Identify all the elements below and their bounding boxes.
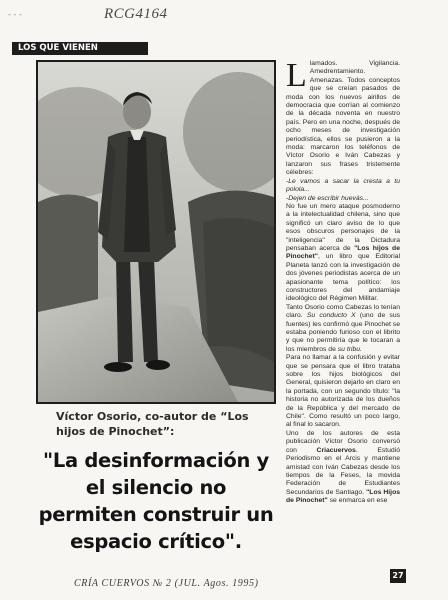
section-label: LOS QUE VIENEN — [12, 42, 148, 55]
article-body — [286, 60, 400, 580]
article-paragraph: Uno de los autores de esta publicación Víctor Osorio conversó con Criacuervos. Estudió Periodismo en el Arcis y mantiene amistad con Iván Cabezas desde los tiempos de la Feses, la movida Federación de Estudiantes Secundarios de Santiago. "Los Hijos de Pinochet" se enmarca en ese — [286, 429, 400, 505]
portrait-illustration — [38, 62, 274, 402]
portrait-photo — [36, 60, 276, 404]
article-paragraph: No fue un mero ataque posmoderno a la intelectualidad chilena, sino que significó un claro aviso de lo que esos obscuros personajes de la "inteligencia" de la Dictadura pensaban acerca de "Los hijos de Pinochet", un libro que Editorial Planeta lanzó con la investigación de dos jóvenes periodistas acerca de un apasionante tema político: los constructores del andamiaje ideológico del Régimen Militar. — [286, 202, 400, 303]
article-paragraph: Llamados. Vigilancia. Amedrentamiento. Amenazas. Todos conceptos que se creían pasados de moda con los nuevos airillos de democracia que corrían al comienzo de la década noventa en nuestro país. Pero en una noche, después de ocho meses de investigación periodística, ellos se pusieron a la moda: marcaron los teléfonos de Víctor Osorio e Iván Cabezas y lanzaron sus frases tristemente célebres: — [286, 60, 400, 177]
archive-stamp: RCG4164 — [104, 6, 168, 22]
book-title: "Los Hijos de Pinochet" — [286, 488, 400, 505]
handwritten-note: CRÍA CUERVOS № 2 (JUL. Agos. 1995) — [74, 578, 259, 589]
book-title: "Los hijos de Pinochet" — [286, 244, 400, 261]
page-number: 27 — [390, 569, 406, 583]
magazine-name: Criacuervos — [316, 446, 356, 454]
drop-cap: L — [286, 60, 307, 94]
article-paragraph: Para no llamar a la confusión y evitar que se pensara que el libro trataba sobre los hijos biológicos del General, quisieron dejarlo en claro en la portada, con un segundo título: "la historia no autorizada de los dueños de la República y del mercado de Chile". Como resultó un poco largo, al final lo sacaron. — [286, 354, 400, 429]
corner-mark: - - - — [8, 10, 22, 19]
article-paragraph: -Dejen de escribir huevás... — [286, 194, 369, 202]
article-paragraph: -Le vamos a sacar la cresta a tu polola... — [286, 177, 400, 194]
pull-quote: "La desinformación y el silencio no permiten construir un espacio crítico". — [38, 449, 274, 553]
caption-lead: Víctor Osorio, co-autor de “Los hijos de Pinochet”: — [56, 410, 249, 438]
article-paragraph: Tanto Osorio como Cabezas lo tenían claro. Su conducto X (uno de sus fuentes) les confirmó que Pinochet se estaba poniendo furioso con el librito y que no permitiría que le tocaran a los miembros de su tribu. — [286, 303, 400, 353]
